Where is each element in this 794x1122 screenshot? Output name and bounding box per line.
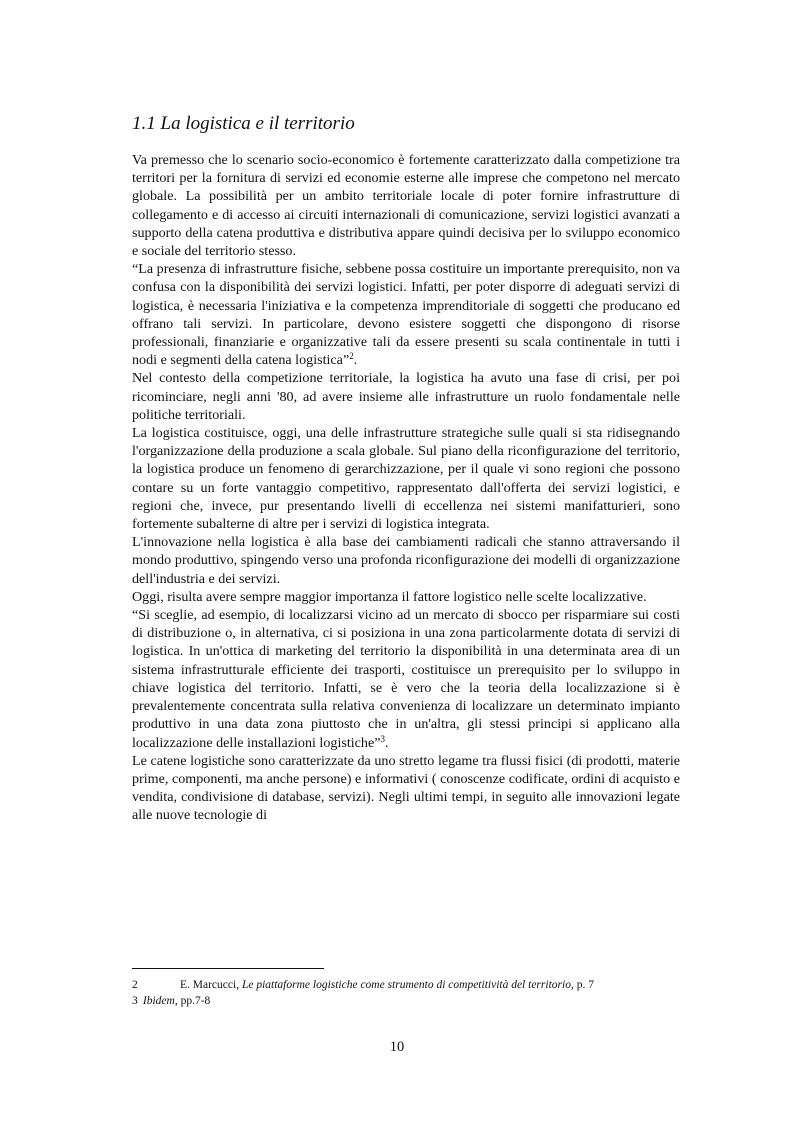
footnote-ref-2[interactable]: 2	[349, 351, 354, 362]
footnote-2	[132, 977, 692, 993]
paragraph-8: Le catene logistiche sono caratterizzate da uno stretto legame tra flussi fisici (di prodotti, materie prime, componenti, ma anche persone) e informativi ( conoscenze codificate, ordini di acquisto e vendita, condivisione di database, servizi). Negli ultimi tempi, in seguito alle innovazioni legate alle nuove tecnologie di	[132, 752, 680, 824]
section-title: 1.1 La logistica e il territorio	[132, 113, 355, 134]
quote-end-punct: .	[353, 352, 358, 369]
footnote-author: E. Marcucci,	[180, 979, 240, 991]
paragraph-6: Oggi, risulta avere sempre maggior importanza il fattore logistico nelle scelte localizzative.	[132, 588, 647, 605]
paragraph-4: La logistica costituisce, oggi, una delle infrastrutture strategiche sulle quali si sta ridisegnando l'organizzazione della produzione a scala globale. Sul piano della riconfigurazione del territorio, la logistica produce un fenomeno di gerarchizzazione, per il quale vi sono regioni che possono contare su un forte vantaggio competitivo, rappresentato dall'offerta dei servizi logistici, e regioni che, invece, pur presentando livelli di eccellenza nei sistemi manifatturieri, sono fortemente subalterne di altre per i servizi di logistica integrata.	[132, 425, 680, 533]
quote-text: “Si sceglie, ad esempio, di localizzarsi vicino ad un mercato di sbocco per risparmiare sui costi di distribuzione o, in alternativa, ci si posiziona in una zona particolarmente dotata di servizi di logistica. In un'ottica di marketing del territorio la disponibilità in una determinata area di un sistema infrastrutturale efficiente dei trasporti, costituisce un prerequisito per lo sviluppo in chiave logistica del territorio. Infatti, se è vero che la teoria della localizzazione si è prevalentemente concentrata sulla relativa convenienza di localizzare un determinato impianto produttivo in una data zona piuttosto che in un'altra, gli stessi principi si applicano alla localizzazione delle installazioni logistiche”	[132, 607, 680, 751]
quote-text: “La presenza di infrastrutture fisiche, sebbene possa costituire un importante prerequisito, non va confusa con la disponibilità dei servizi logistici. Infatti, per poter disporre di adeguati servizi di logistica, è necessaria l'iniziativa e la competenza imprenditoriale di soggetti che producano ed offrano tali servizi. In particolare, devono esistere soggetti che dispongono di risorse professionali, finanziarie e organizzative tali da essere presenti su scala continentale in tutti i nodi e segmenti della catena logistica”	[132, 261, 680, 369]
footnote-number: 2	[132, 979, 138, 991]
footnotes	[132, 977, 692, 1009]
footnote-3	[132, 993, 692, 1009]
paragraph-3: Nel contesto della competizione territoriale, la logistica ha avuto una fase di crisi, per poi ricominciare, negli anni '80, ad avere insieme alle infrastrutture un ruolo fondamentale nelle politiche territoriali.	[132, 370, 680, 423]
paragraph-1: Va premesso che lo scenario socio-economico è fortemente caratterizzato dalla competizione tra territori per la fornitura di servizi ed economie esterne alle imprese che competono nel mercato globale. La possibilità per un ambito territoriale locale di poter fornire infrastrutture di collegamento e di accesso ai circuiti internazionali di comunicazione, servizi logistici avanzati a supporto della catena produttiva e distributiva appare quindi decisiva per lo sviluppo economico e sociale del territorio stesso.	[132, 152, 680, 260]
footnote-title: Ibidem	[142, 995, 175, 1007]
body-text	[132, 151, 680, 825]
quote-end-punct: .	[385, 734, 389, 751]
footnote-number: 3	[132, 995, 138, 1007]
paragraph-7-quote	[132, 606, 680, 752]
paragraph-2-quote	[132, 260, 680, 369]
page-number: 10	[389, 1039, 405, 1055]
paragraph-5: L'innovazione nella logistica è alla base dei cambiamenti radicali che stanno attraversando il mondo produttivo, spingendo verso una profonda riconfigurazione dei modelli di organizzazione dell'industria e dei servizi.	[132, 534, 680, 587]
footnote-ref-3[interactable]: 3	[380, 733, 385, 744]
footnote-suffix: , p. 7	[570, 979, 594, 991]
footnote-divider	[132, 968, 324, 969]
footnote-suffix: , pp.7-8	[174, 995, 211, 1007]
footnote-title: Le piattaforme logistiche come strumento di competitività del territorio	[241, 979, 571, 991]
